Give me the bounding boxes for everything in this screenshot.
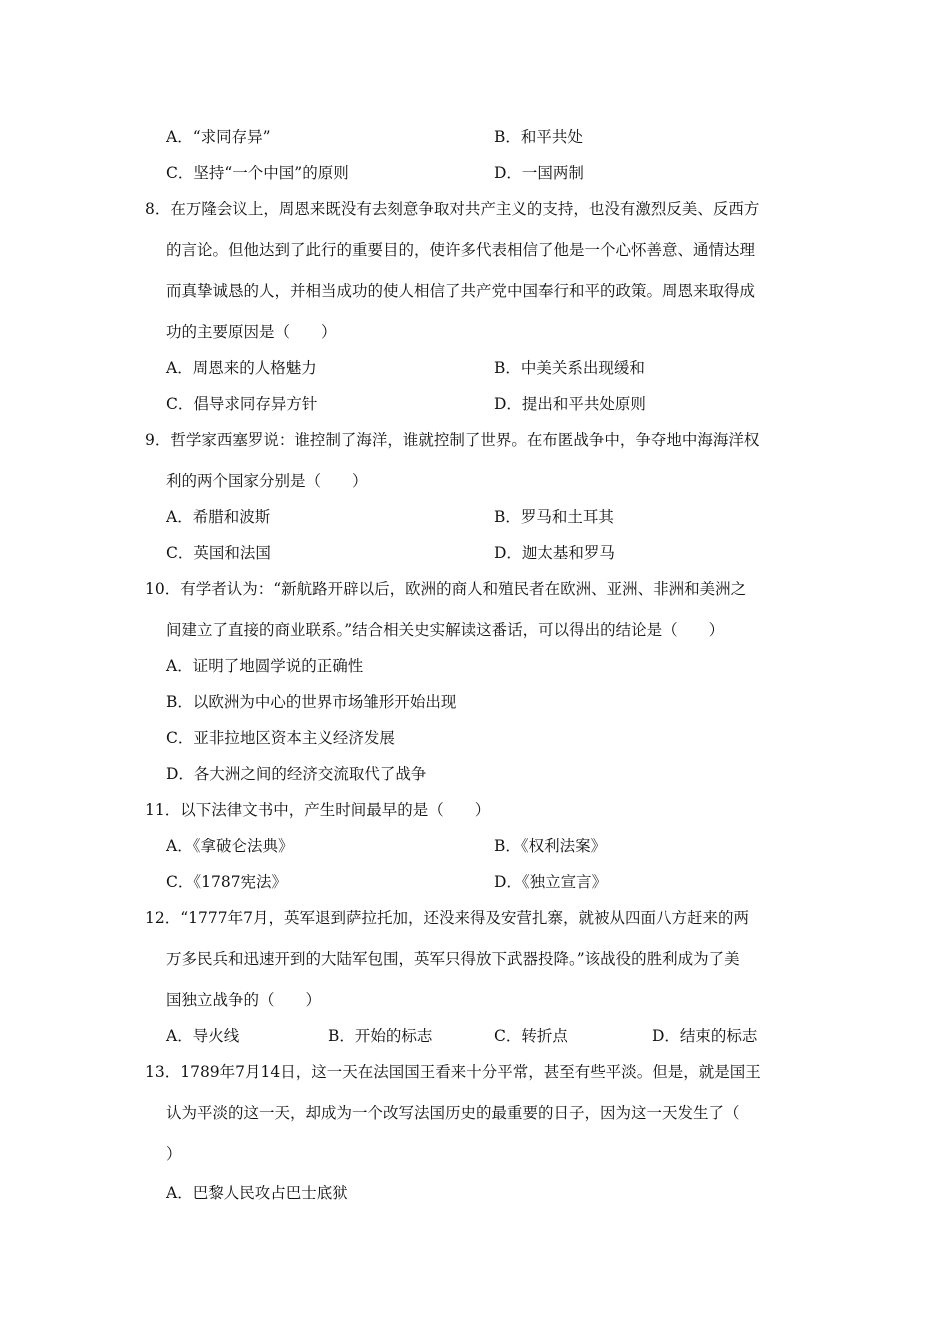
q13-stem-line: 13．1789年7月14日，这一天在法国国王看来十分平常，甚至有些平淡。但是，就是国王 <box>145 1063 761 1081</box>
q9-option-a: A．希腊和波斯 <box>166 508 271 526</box>
q9-option-b: B．罗马和土耳其 <box>494 508 614 526</box>
q8-stem-line: 8．在万隆会议上，周恩来既没有去刻意争取对共产主义的支持，也没有激烈反美、反西方 <box>145 200 760 218</box>
q12-option-a: A．导火线 <box>166 1027 240 1045</box>
q13-stem-line: ） <box>166 1145 182 1163</box>
q8-option-b: B．中美关系出现缓和 <box>494 359 645 377</box>
q8-option-a: A．周恩来的人格魅力 <box>166 359 317 377</box>
q9-stem-line: 利的两个国家分别是（ ） <box>166 472 368 490</box>
q7-option-a: A．“求同存异” <box>166 128 271 146</box>
q8-stem-line: 而真挚诚恳的人，并相当成功的使人相信了共产党中国奉行和平的政策。周恩来取得成 <box>166 282 756 300</box>
q12-option-c: C．转折点 <box>494 1027 568 1045</box>
q7-option-c: C．坚持“一个中国”的原则 <box>166 164 349 182</box>
q10-option-c: C．亚非拉地区资本主义经济发展 <box>166 729 395 747</box>
q13-stem-line: 认为平淡的这一天，却成为一个改写法国历史的最重要的日子，因为这一天发生了（ <box>166 1104 740 1122</box>
q8-option-c: C．倡导求同存异方针 <box>166 395 318 413</box>
q7-option-b: B．和平共处 <box>494 128 583 146</box>
q9-stem-line: 9．哲学家西塞罗说：谁控制了海洋，谁就控制了世界。在布匿战争中，争夺地中海海洋权 <box>145 431 760 449</box>
q8-stem-line: 功的主要原因是（ ） <box>166 323 337 341</box>
q11-option-d: D．《独立宣言》 <box>494 873 608 891</box>
q7-option-d: D．一国两制 <box>494 164 584 182</box>
q10-stem-line: 间建立了直接的商业联系。”结合相关史实解读这番话，可以得出的结论是（ ） <box>166 621 725 639</box>
q10-option-a: A．证明了地圆学说的正确性 <box>166 657 364 675</box>
q12-stem-line: 国独立战争的（ ） <box>166 991 322 1009</box>
q9-option-d: D．迦太基和罗马 <box>494 544 615 562</box>
q11-stem-line: 11．以下法律文书中，产生时间最早的是（ ） <box>145 801 491 819</box>
q12-option-d: D．结束的标志 <box>652 1027 758 1045</box>
q11-option-a: A．《拿破仑法典》 <box>166 837 294 855</box>
q8-stem-line: 的言论。但他达到了此行的重要目的，使许多代表相信了他是一个心怀善意、通情达理 <box>166 241 756 259</box>
q11-option-c: C．《1787宪法》 <box>166 873 288 891</box>
q12-stem-line: 12．“1777年7月，英军退到萨拉托加，还没来得及安营扎寨，就被从四面八方赶来的两 <box>145 909 749 927</box>
q13-option-a: A．巴黎人民攻占巴士底狱 <box>166 1184 348 1202</box>
q12-stem-line: 万多民兵和迅速开到的大陆军包围，英军只得放下武器投降。”该战役的胜利成为了美 <box>166 950 740 968</box>
q10-stem-line: 10．有学者认为：“新航路开辟以后，欧洲的商人和殖民者在欧洲、亚洲、非洲和美洲之 <box>145 580 747 598</box>
q11-option-b: B．《权利法案》 <box>494 837 607 855</box>
q8-option-d: D．提出和平共处原则 <box>494 395 646 413</box>
q10-option-b: B．以欧洲为中心的世界市场雏形开始出现 <box>166 693 457 711</box>
q9-option-c: C．英国和法国 <box>166 544 271 562</box>
q12-option-b: B．开始的标志 <box>328 1027 433 1045</box>
q10-option-d: D．各大洲之间的经济交流取代了战争 <box>166 765 427 783</box>
